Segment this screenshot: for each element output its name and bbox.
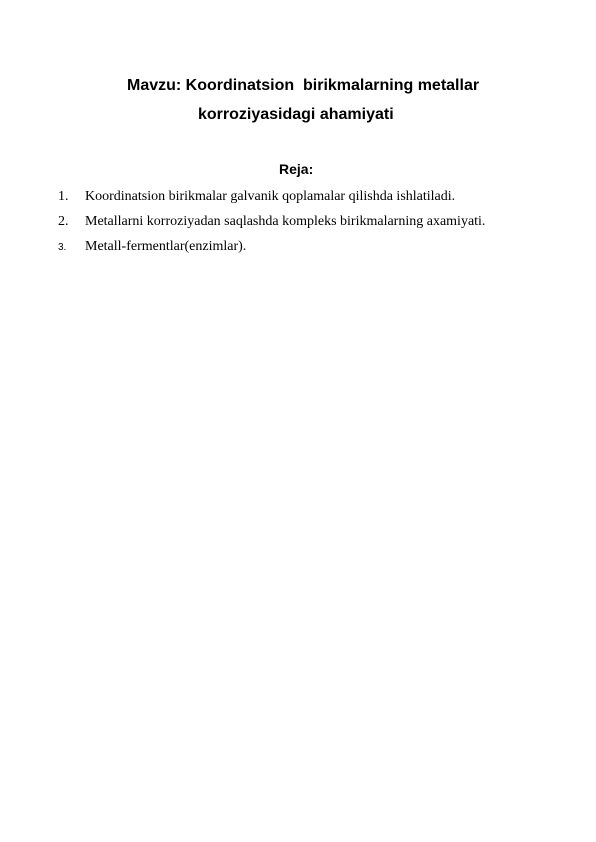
plan-item-number: 1.	[58, 189, 69, 204]
plan-item	[58, 238, 485, 263]
plan-item-number: 3.	[58, 242, 67, 253]
plan-item-text: Koordinatsion birikmalar galvanik qoplamalar qilishda ishlatiladi.	[85, 189, 456, 204]
plan-item-text: Metallarni korroziyadan saqlashda kompleks birikmalarning axamiyati.	[85, 214, 486, 229]
plan-list	[58, 188, 485, 263]
plan-item	[58, 188, 485, 213]
plan-item	[58, 213, 485, 238]
plan-item-number: 2.	[58, 214, 69, 229]
document-title-line-1: Mavzu: Koordinatsion birikmalarning metallar	[127, 77, 480, 94]
plan-heading: Reja:	[279, 161, 314, 177]
plan-item-text: Metall-fermentlar(enzimlar).	[85, 239, 247, 254]
document-title-line-2: korroziyasidagi ahamiyati	[198, 106, 394, 123]
